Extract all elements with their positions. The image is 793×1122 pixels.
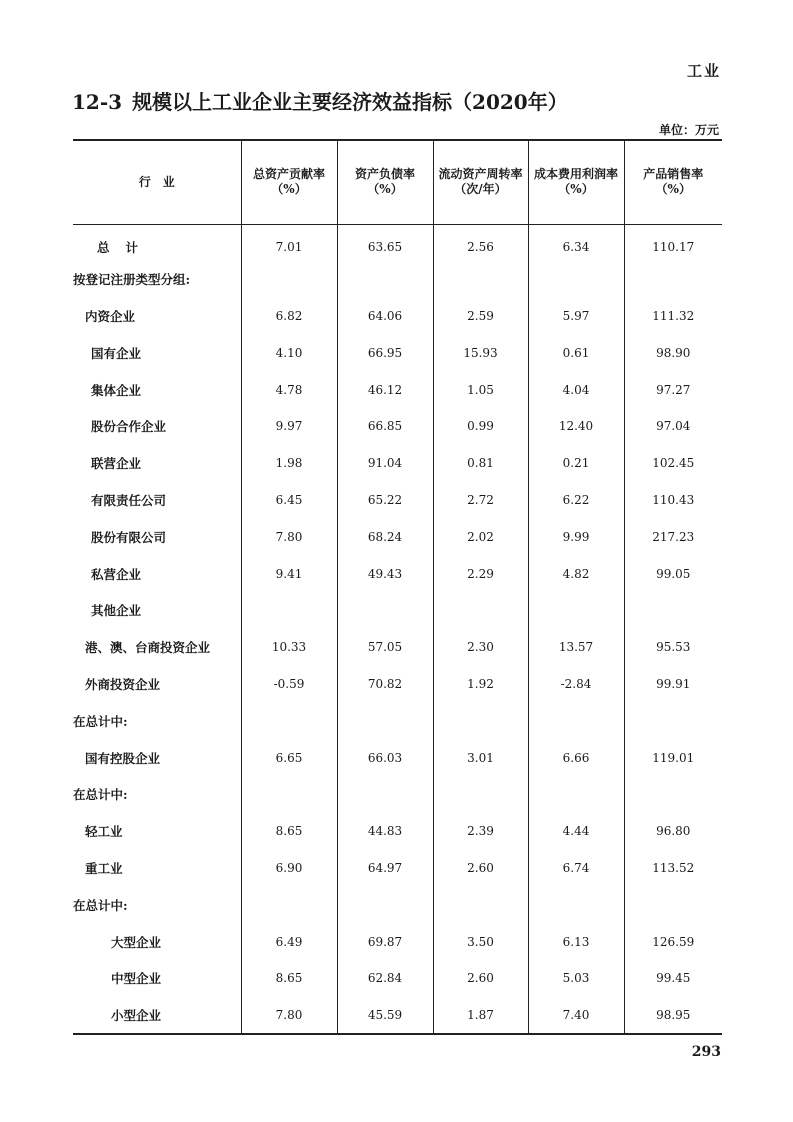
table-cell [337,702,433,739]
table-row [73,224,722,261]
table-cell: 5.97 [528,298,624,335]
table-row [73,813,722,850]
row-label: 其他企业 [91,603,142,619]
table-cell: 0.21 [528,445,624,482]
table-cell: 69.87 [337,923,433,960]
table-cell: 99.91 [624,666,722,703]
table-cell: 3.01 [433,739,528,776]
header-text: 成本费用利润率 [533,167,618,182]
table-row [73,408,722,445]
table-cell: 1.87 [433,997,528,1034]
table-cell: 66.95 [337,334,433,371]
row-label: 中型企业 [111,971,162,987]
table-cell [337,261,433,298]
table-row [73,997,722,1034]
row-label: 股份合作企业 [91,419,167,435]
table-cell [624,776,722,813]
table-cell: 13.57 [528,629,624,666]
table-row [73,334,722,371]
table-cell: 64.97 [337,850,433,887]
table-cell [241,776,337,813]
row-label: 私营企业 [91,566,142,582]
table-cell: 6.90 [241,850,337,887]
table-cell: 99.05 [624,555,722,592]
table-cell: 0.81 [433,445,528,482]
table-cell [337,592,433,629]
table-cell: 97.04 [624,408,722,445]
table-cell: -2.84 [528,666,624,703]
table-cell: 0.61 [528,334,624,371]
table-cell: 110.17 [624,224,722,261]
table-cell [624,592,722,629]
table-cell: 64.06 [337,298,433,335]
table-cell [241,592,337,629]
table-cell: 98.95 [624,997,722,1034]
row-label: 内资企业 [85,308,136,324]
table-cell [528,886,624,923]
table-cell: 2.39 [433,813,528,850]
table-cell [433,776,528,813]
row-label: 集体企业 [91,382,142,398]
table-cell: 46.12 [337,371,433,408]
header-sales-rate [624,140,722,224]
table-cell: 95.53 [624,629,722,666]
header-current-asset-turnover [433,140,528,224]
table-cell [624,886,722,923]
table-cell [241,886,337,923]
table-cell [528,592,624,629]
table-row [73,960,722,997]
row-label: 大型企业 [111,934,162,950]
table-cell: 6.74 [528,850,624,887]
row-label: 国有企业 [91,345,142,361]
table-cell: 6.49 [241,923,337,960]
row-label: 在总计中: [73,713,128,729]
table-cell: 2.72 [433,482,528,519]
table-row [73,776,722,813]
table-cell: 4.10 [241,334,337,371]
table-title-text: 规模以上工业企业主要经济效益指标（2020年） [132,90,568,114]
table-header-row [73,140,722,224]
table-cell [528,702,624,739]
header-text: 行 业 [138,174,175,189]
table-cell: 2.02 [433,518,528,555]
table-cell: 217.23 [624,518,722,555]
table-row [73,702,722,739]
header-text: （%） [558,182,594,197]
row-label: 港、澳、台商投资企业 [85,640,211,656]
table-cell: 102.45 [624,445,722,482]
table-cell: 9.99 [528,518,624,555]
table-cell: 15.93 [433,334,528,371]
table-row [73,482,722,519]
table-cell [433,261,528,298]
table-cell [337,776,433,813]
table-row [73,923,722,960]
table-cell: 2.56 [433,224,528,261]
table-cell: 49.43 [337,555,433,592]
row-label: 外商投资企业 [85,676,161,692]
page-title [72,86,568,115]
header-text: （%） [271,182,307,197]
row-label: 在总计中: [73,787,128,803]
table-cell: 97.27 [624,371,722,408]
table-cell: 44.83 [337,813,433,850]
header-debt-ratio [337,140,433,224]
table-cell: 68.24 [337,518,433,555]
row-label: 总计 [97,239,155,255]
table-cell: 7.01 [241,224,337,261]
table-cell: 66.85 [337,408,433,445]
table-cell: 2.60 [433,960,528,997]
table-cell: 7.40 [528,997,624,1034]
table-cell: 0.99 [433,408,528,445]
table-cell: 96.80 [624,813,722,850]
page-number: 293 [691,1044,721,1060]
row-label: 按登记注册类型分组: [73,272,191,288]
table-cell: 8.65 [241,813,337,850]
table-row [73,886,722,923]
table-cell: 7.80 [241,997,337,1034]
table-cell: 70.82 [337,666,433,703]
table-cell: 9.97 [241,408,337,445]
table-cell [241,702,337,739]
table-cell [433,702,528,739]
table-cell: 8.65 [241,960,337,997]
table-cell: 2.29 [433,555,528,592]
table-cell: 9.41 [241,555,337,592]
row-label: 重工业 [85,860,123,876]
table-cell: 98.90 [624,334,722,371]
table-cell [241,261,337,298]
table-cell: 2.30 [433,629,528,666]
table-cell [528,261,624,298]
header-text: 产品销售率 [643,167,704,182]
table-cell: 1.05 [433,371,528,408]
table-row [73,850,722,887]
table-cell: 2.59 [433,298,528,335]
table-cell: 4.44 [528,813,624,850]
row-label: 轻工业 [85,824,123,840]
table-cell: 6.65 [241,739,337,776]
table-cell: 110.43 [624,482,722,519]
table-cell: 126.59 [624,923,722,960]
table-cell: 99.45 [624,960,722,997]
table-cell: 63.65 [337,224,433,261]
row-label: 股份有限公司 [91,529,167,545]
header-industry [73,140,241,224]
table-cell: 1.92 [433,666,528,703]
table-cell: 113.52 [624,850,722,887]
table-cell: 119.01 [624,739,722,776]
row-label: 有限责任公司 [91,492,167,508]
table-cell: 10.33 [241,629,337,666]
table-row [73,371,722,408]
header-text: 总资产贡献率 [252,167,325,182]
table-body [73,224,722,1034]
table-cell: -0.59 [241,666,337,703]
section-label: 工业 [686,62,721,80]
table-cell: 4.78 [241,371,337,408]
table-cell: 6.22 [528,482,624,519]
table-row [73,555,722,592]
row-label: 小型企业 [73,997,241,1034]
row-label: 国有控股企业 [85,750,161,766]
table-cell: 6.82 [241,298,337,335]
table-row [73,261,722,298]
table-cell: 6.45 [241,482,337,519]
table-number: 12-3 [72,90,123,114]
table-cell: 4.04 [528,371,624,408]
row-label: 联营企业 [91,456,142,472]
table-cell: 6.13 [528,923,624,960]
table-cell: 1.98 [241,445,337,482]
table-cell: 6.66 [528,739,624,776]
table-cell: 4.82 [528,555,624,592]
table-cell: 2.60 [433,850,528,887]
table-row [73,298,722,335]
table-cell: 45.59 [337,997,433,1034]
table-cell: 6.34 [528,224,624,261]
table-row [73,592,722,629]
table-row [73,518,722,555]
table-cell: 57.05 [337,629,433,666]
unit-label: 单位：万元 [658,123,719,137]
table-cell [433,592,528,629]
table-row [73,445,722,482]
header-cost-profit-ratio [528,140,624,224]
table-cell: 5.03 [528,960,624,997]
table-cell: 65.22 [337,482,433,519]
table-row [73,739,722,776]
table-row [73,629,722,666]
table-cell [337,886,433,923]
table-cell: 62.84 [337,960,433,997]
table-row [73,666,722,703]
table-cell: 3.50 [433,923,528,960]
header-text: （%） [367,182,403,197]
table-cell [528,776,624,813]
table-cell: 91.04 [337,445,433,482]
table-cell: 66.03 [337,739,433,776]
table-cell [433,886,528,923]
table-cell [624,702,722,739]
header-text: 流动资产周转率 [438,167,523,182]
table-cell [624,261,722,298]
header-text: （%） [655,182,691,197]
table-cell: 111.32 [624,298,722,335]
header-text: 资产负债率 [354,167,415,182]
table-cell: 12.40 [528,408,624,445]
header-total-asset-contribution [241,140,337,224]
header-text: （次/年） [454,182,507,197]
table-cell: 7.80 [241,518,337,555]
row-label: 在总计中: [73,897,128,913]
indicators-table [73,139,722,1035]
